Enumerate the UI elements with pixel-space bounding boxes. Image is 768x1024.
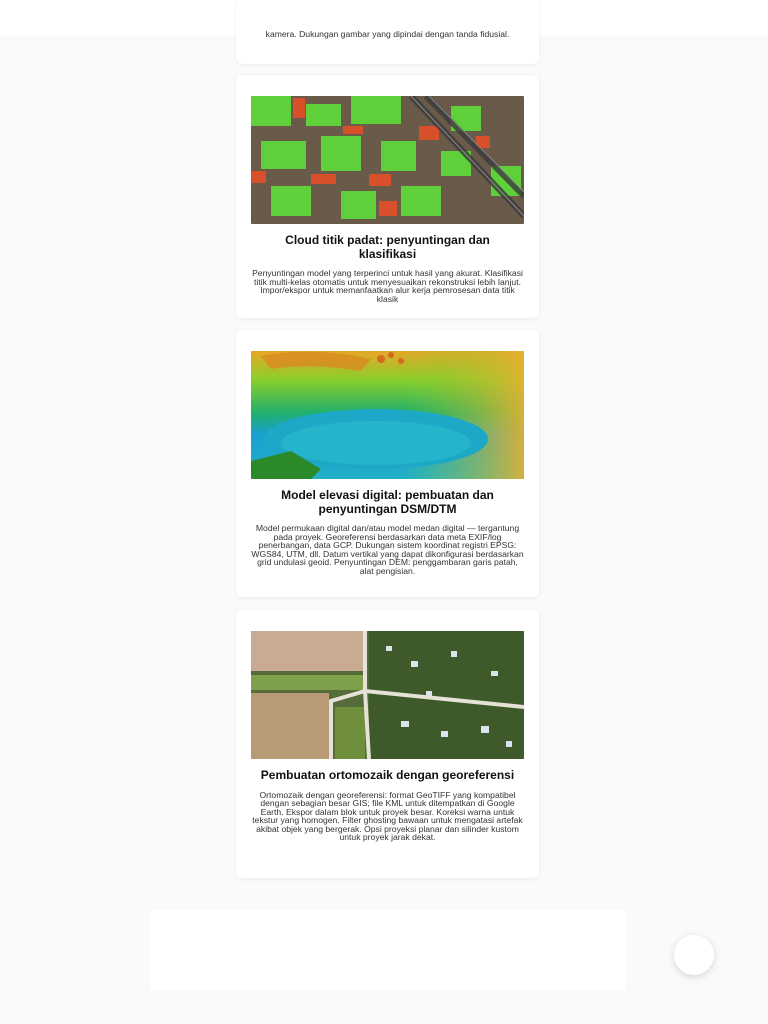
point-cloud-image <box>251 96 524 224</box>
card-description: kamera. Dukungan gambar yang dipindai dengan tanda fidusial. <box>265 29 510 39</box>
card-description: Ortomozaik dengan georeferensi: format GeoTIFF yang kompatibel dengan sebagian besar GIS; file KML untuk ditempatkan di Google Earth. Ekspor dalam blok untuk proyek besar. Koreksi warna untuk tekstur yang homogen. Filter ghosting bawaan untuk mengatasi artefak akibat objek yang bergerak. Opsi proyeksi planar dan silinder kustom untuk proyek jarak dekat. <box>252 789 523 843</box>
feature-card-point-cloud <box>236 75 539 318</box>
feature-card-dem <box>236 330 539 597</box>
footer-panel <box>150 910 626 990</box>
card-title: Cloud titik padat: penyuntingan dan klasifikasi <box>285 233 490 261</box>
card-description: Model permukaan digital dan/atau model medan digital — tergantung pada proyek. Georeferensi berdasarkan data meta EXIF/log penerbangan, data GCP. Dukungan sistem koordinat registri EPSG: WGS84, UTM, dll. Datum vertikal yang dapat dikonfigurasi berdasarkan grid undulasi geoid. Penyuntingan DEM: penggambaran garis patah, alat pengisian. <box>251 523 524 576</box>
card-title: Pembuatan ortomozaik dengan georeferensi <box>260 768 515 782</box>
card-description: Penyuntingan model yang terperinci untuk hasil yang akurat. Klasifikasi titik multi-kelas otomatis untuk menyesuaikan rekonstruksi lebih lanjut. Impor/ekspor untuk memanfaatkan alur kerja pemrosesan data titik klasik <box>252 268 523 304</box>
card-title: Model elevasi digital: pembuatan dan penyuntingan DSM/DTM <box>281 488 494 516</box>
feature-card-partial <box>236 0 539 64</box>
elevation-model-image <box>251 351 524 479</box>
chat-widget-button[interactable] <box>674 935 714 975</box>
orthomosaic-image <box>251 631 524 759</box>
feature-card-orthomosaic <box>236 610 539 878</box>
